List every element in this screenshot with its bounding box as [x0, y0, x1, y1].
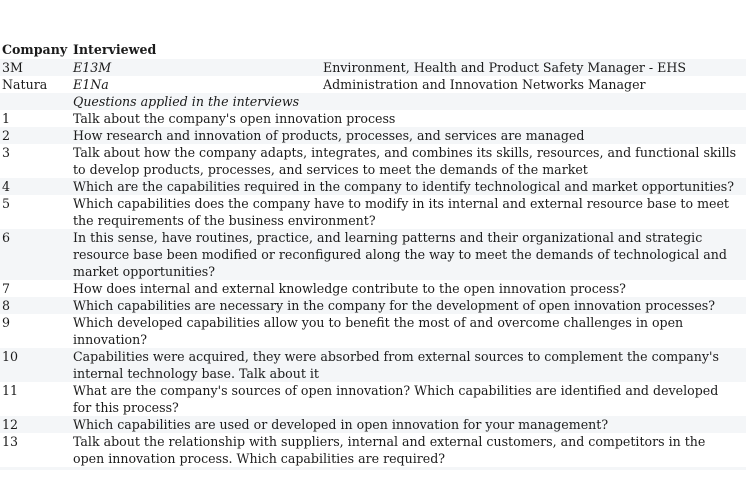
- question-row: [0, 178, 746, 195]
- column-header-empty: [323, 41, 746, 59]
- question-number: 1: [2, 111, 11, 126]
- table-header-row: [0, 41, 746, 59]
- question-text: Which capabilities are used or developed in open innovation for your management?: [73, 417, 609, 432]
- question-text: How does internal and external knowledge contribute to the open innovation process?: [73, 281, 626, 296]
- question-number: 3: [2, 145, 11, 160]
- question-row: [0, 144, 746, 178]
- question-number: 7: [2, 281, 11, 296]
- question-number: 9: [2, 315, 11, 330]
- question-row: [0, 348, 746, 382]
- question-number: 8: [2, 298, 11, 313]
- question-text: Which are the capabilities required in the company to identify technological and market opportunities?: [73, 179, 735, 194]
- question-text: In this sense, have routines, practice, and learning patterns and their organizational and strategic resource base been modified or reconfigured along the way to meet the demands of technological and market opportunities?: [73, 230, 727, 279]
- question-row: [0, 280, 746, 297]
- column-header-company: Company: [2, 42, 68, 57]
- company-row-3m: [0, 59, 746, 76]
- company-name: 3M: [2, 60, 23, 75]
- question-number: 6: [2, 230, 11, 245]
- question-text: Talk about how the company adapts, integrates, and combines its skills, resources, and functional skills to develop products, processes, and services to meet the demands of the market: [73, 145, 737, 177]
- question-number: 4: [2, 179, 11, 194]
- section-label-row: [0, 93, 746, 110]
- interviewee-code: E13M: [73, 60, 112, 75]
- company-name: Natura: [2, 77, 48, 92]
- question-number: 5: [2, 196, 11, 211]
- question-number: 13: [2, 434, 19, 449]
- question-text: Which capabilities are necessary in the company for the development of open innovation processes?: [73, 298, 715, 313]
- question-number: 12: [2, 417, 19, 432]
- question-row: [0, 314, 746, 348]
- question-number: 11: [2, 383, 19, 398]
- question-row: [0, 195, 746, 229]
- question-row: [0, 382, 746, 416]
- question-text: Talk about the company's open innovation process: [73, 111, 396, 126]
- question-row: [0, 433, 746, 467]
- question-text: What are the company's sources of open innovation? Which capabilities are identified and developed for this process?: [73, 383, 719, 415]
- question-text: How research and innovation of products, processes, and services are managed: [73, 128, 585, 143]
- question-text: Talk about the relationship with suppliers, internal and external customers, and competitors in the open innovation process. Which capabilities are required?: [73, 434, 706, 466]
- section-label-spacer: [0, 93, 73, 110]
- interviewee-role: Administration and Innovation Networks Manager: [323, 77, 646, 92]
- question-text: Which capabilities does the company have to modify in its internal and external resource base to meet the requirements of the business environment?: [73, 196, 729, 228]
- next-row-sliver: [0, 467, 746, 470]
- question-row: [0, 229, 746, 280]
- question-text: Capabilities were acquired, they were absorbed from external sources to complement the company's internal technology base. Talk about it: [73, 349, 719, 381]
- interviewee-role: Environment, Health and Product Safety Manager - EHS: [323, 60, 686, 75]
- question-text: Which developed capabilities allow you to benefit the most of and overcome challenges in open innovation?: [73, 315, 684, 347]
- section-label: Questions applied in the interviews: [73, 94, 300, 109]
- question-number: 2: [2, 128, 11, 143]
- company-row-natura: [0, 76, 746, 93]
- question-number: 10: [2, 349, 19, 364]
- question-row: [0, 110, 746, 127]
- question-row: [0, 127, 746, 144]
- question-row: [0, 416, 746, 433]
- interviewee-code: E1Na: [73, 77, 109, 92]
- column-header-interviewed: Interviewed: [73, 42, 157, 57]
- question-row: [0, 297, 746, 314]
